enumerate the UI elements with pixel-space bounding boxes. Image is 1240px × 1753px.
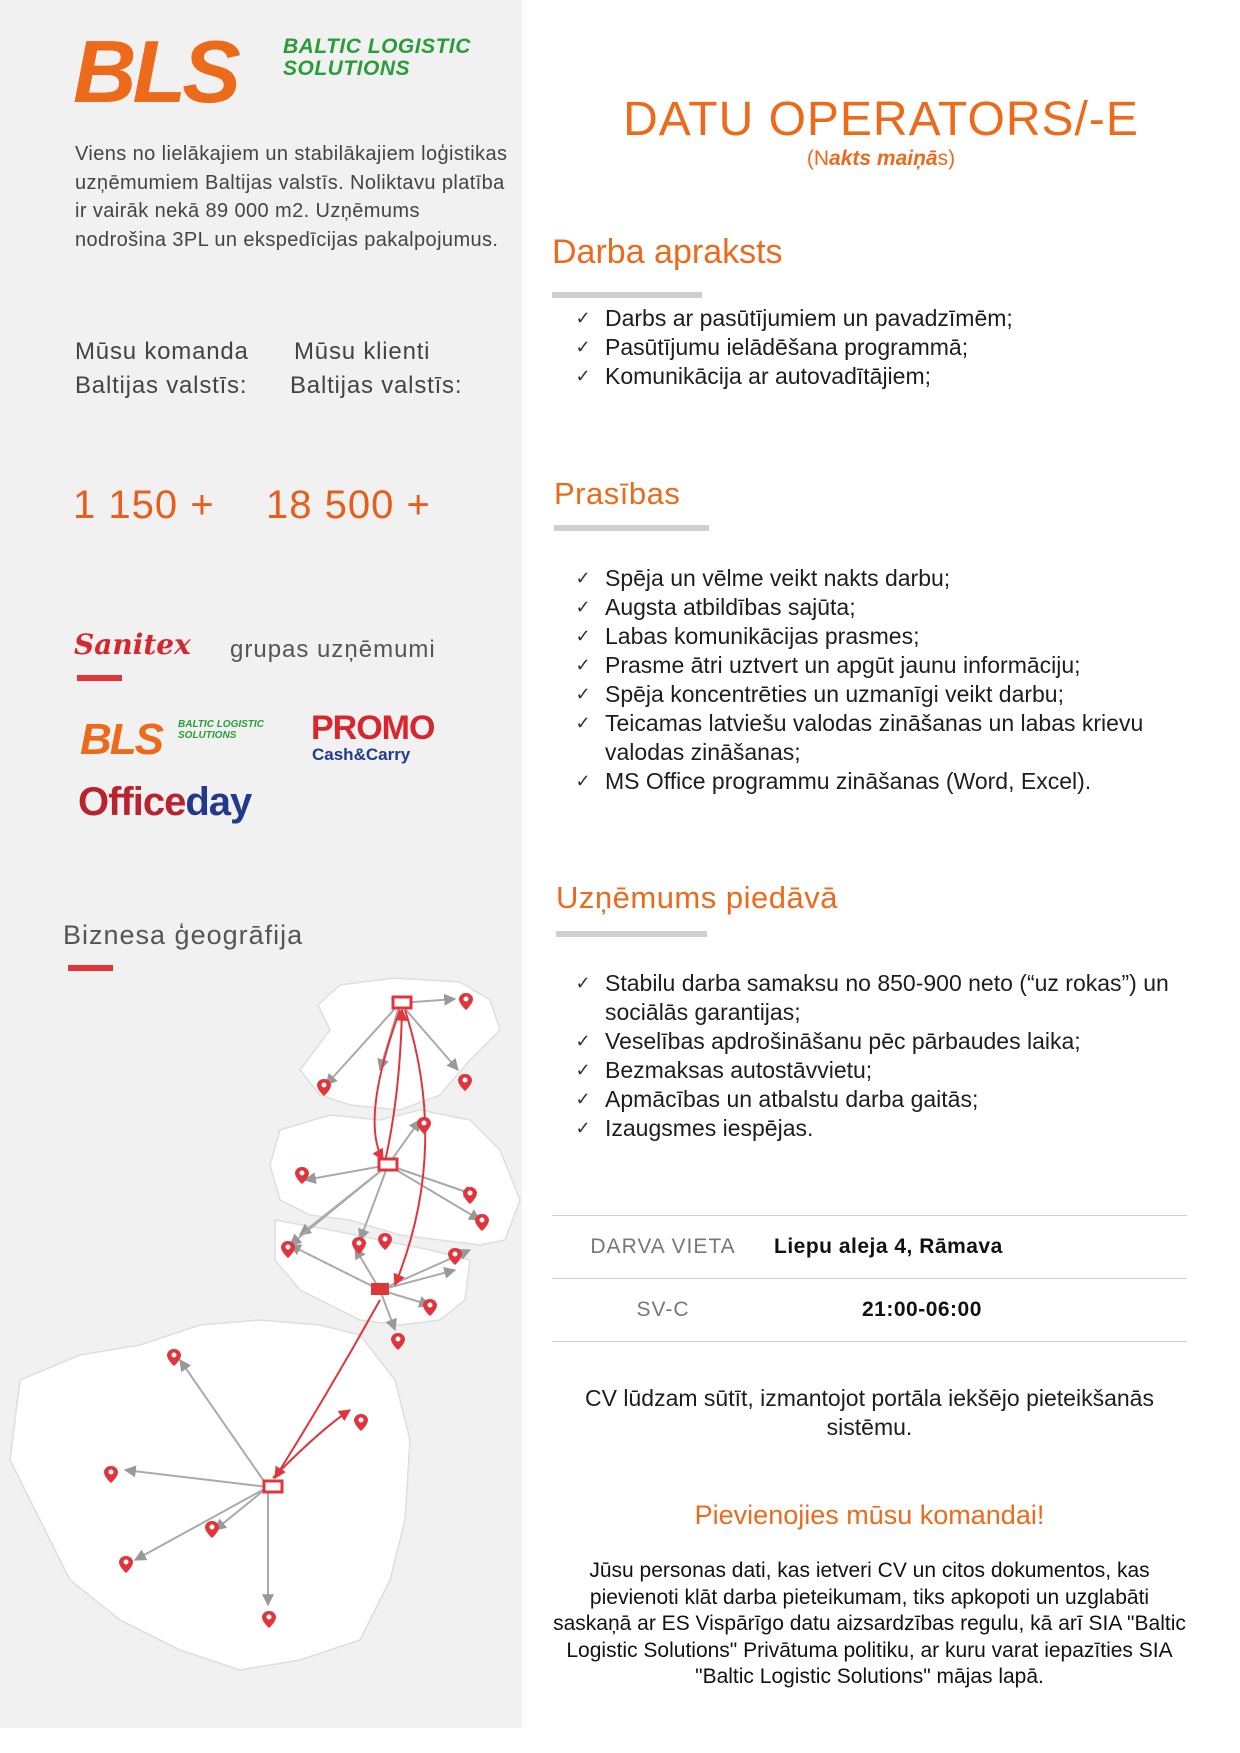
officeday-part2: day [185,780,252,824]
list-item-text: Veselības apdrošināšanu pēc pārbaudes laika; [605,1028,1081,1054]
list-item [567,709,1207,767]
team-label-line1: Mūsu komanda [75,338,249,365]
job-subtitle [522,147,1240,171]
map-land [10,978,520,1670]
requirements-underline [554,525,709,531]
check-icon: ✓ [575,1031,591,1051]
section-accent-bar [77,675,122,681]
list-item-text: Spēja koncentrēties un uzmanīgi veikt darbu; [605,681,1064,707]
description-title: Darba apraksts [552,233,783,271]
promo-logo: PROMO [311,709,435,747]
list-item-text: Apmācības un atbalstu darba gaitās; [605,1086,979,1112]
time-label: SV-C [636,1298,690,1321]
list-item-text: Izaugsmes iespējas. [605,1115,814,1141]
list-item [567,680,1207,709]
job-subtitle-close: s) [937,147,956,170]
cv-instructions: CV lūdzam sūtīt, izmantojot portāla iekšējo pieteikšanās sistēmu. [585,1385,1154,1440]
list-item-text: Prasme ātri uztvert un apgūt jaunu informāciju; [605,652,1081,678]
sanitex-logo: Sanitex [74,628,191,661]
bls-logo-line1: BALTIC LOGISTIC [283,35,471,58]
check-icon: ✓ [575,1118,591,1138]
bls-logo [73,30,278,110]
list-item-text: Stabilu darba samaksu no 850-900 neto (“uz rokas”) un sociālās garantijas; [605,970,1169,1025]
details-row-time [552,1278,1187,1342]
list-item [567,767,1207,796]
company-intro: Viens no lielākajiem un stabilākajiem loģistikas uzņēmumiem Baltijas valstīs. Noliktavu platība ir vairāk nekā 89 000 m2. Uzņēmums nodrošina 3PL un ekspedīcijas pakalpojumus. [75,143,508,251]
clients-label [290,335,462,403]
requirements-list [567,564,1207,796]
requirements-title: Prasības [554,476,681,511]
list-item-text: Darbs ar pasūtījumiem un pavadzīmēm; [605,305,1013,331]
offer-list [567,969,1187,1143]
list-item-text: Augsta atbildības sajūta; [605,594,856,620]
group-suffix: grupas uzņēmumi [230,636,436,663]
list-item [567,651,1207,680]
check-icon: ✓ [575,597,591,617]
place-value: Liepu aleja 4, Rāmava [774,1235,1003,1258]
team-label-line2: Baltijas valstīs: [75,372,248,399]
bls-logo-line2: SOLUTIONS [283,57,411,80]
promo-subtitle: Cash&Carry [312,745,411,764]
list-item [567,333,1207,362]
geography-title: Biznesa ģeogrāfija [63,920,304,950]
team-label [75,335,249,403]
bls-small-text [178,719,264,741]
list-item-text: Komunikācija ar autovadītājiem; [605,363,931,389]
check-icon: ✓ [575,626,591,646]
bls-small-letters: BLS [80,718,162,760]
list-item [567,1114,1187,1143]
check-icon: ✓ [575,366,591,386]
bls-small-line2: SOLUTIONS [178,730,237,741]
place-label: DARVA VIETA [590,1235,736,1258]
check-icon: ✓ [575,713,591,733]
list-item [567,362,1207,391]
map-hub-main [371,1283,389,1295]
list-item [567,969,1187,1027]
description-underline [552,292,702,298]
check-icon: ✓ [575,771,591,791]
bls-small-logo [80,718,180,760]
check-icon: ✓ [575,973,591,993]
check-icon: ✓ [575,1060,591,1080]
baltic-poland-map [0,970,522,1728]
job-subtitle-open: (N [806,147,830,170]
check-icon: ✓ [575,308,591,328]
privacy-notice: Jūsu personas dati, kas ietveri CV un citos dokumentos, kas pievienoti klāt darba pieteikumam, tiks apkopoti un uzglabāti saskaņā ar ES Vispārīgo datu aizsardzības regulu, kā arī SIA "Baltic Logistic Solutions" Privātuma politiku, ar kuru varat iepazīties SIA "Baltic Logistic Solutions" mājas lapā. [553,1559,1186,1688]
officeday-part1: Office [78,780,186,824]
clients-value: 18 500 + [266,483,431,527]
details-row-place [552,1215,1187,1278]
list-item [567,564,1207,593]
job-title: DATU OPERATORS/-E [623,93,1139,146]
offer-underline [556,931,707,937]
check-icon: ✓ [575,568,591,588]
time-value: 21:00-06:00 [862,1298,982,1321]
job-details-table [552,1215,1187,1342]
list-item-text: Labas komunikācijas prasmes; [605,623,920,649]
join-team-heading: Pievienojies mūsu komandai! [694,1500,1045,1530]
list-item-text: Spēja un vēlme veikt nakts darbu; [605,565,951,591]
bls-small-line1: BALTIC LOGISTIC [178,719,264,730]
list-item-text: Teicamas latviešu valodas zināšanas un labas krievu valodas zināšanas; [605,710,1144,765]
offer-title: Uzņēmums piedāvā [556,880,838,915]
list-item-text: Bezmaksas autostāvvietu; [605,1057,873,1083]
bls-logo-text [283,36,471,80]
check-icon: ✓ [575,684,591,704]
team-value: 1 150 + [73,483,215,527]
clients-label-line2: Baltijas valstīs: [290,372,463,399]
check-icon: ✓ [575,655,591,675]
list-item [567,1085,1187,1114]
list-item [567,304,1207,333]
list-item-text: Pasūtījumu ielādēšana programmā; [605,334,969,360]
job-subtitle-bold: akts maiņā [829,147,938,170]
check-icon: ✓ [575,1089,591,1109]
description-list [567,304,1207,391]
clients-label-line1: Mūsu klienti [294,338,431,365]
list-item [567,622,1207,651]
list-item [567,1056,1187,1085]
officeday-logo [78,780,251,825]
list-item [567,1027,1187,1056]
bls-logo-letters: BLS [73,30,237,110]
list-item-text: MS Office programmu zināšanas (Word, Excel). [605,768,1092,794]
list-item [567,593,1207,622]
check-icon: ✓ [575,337,591,357]
